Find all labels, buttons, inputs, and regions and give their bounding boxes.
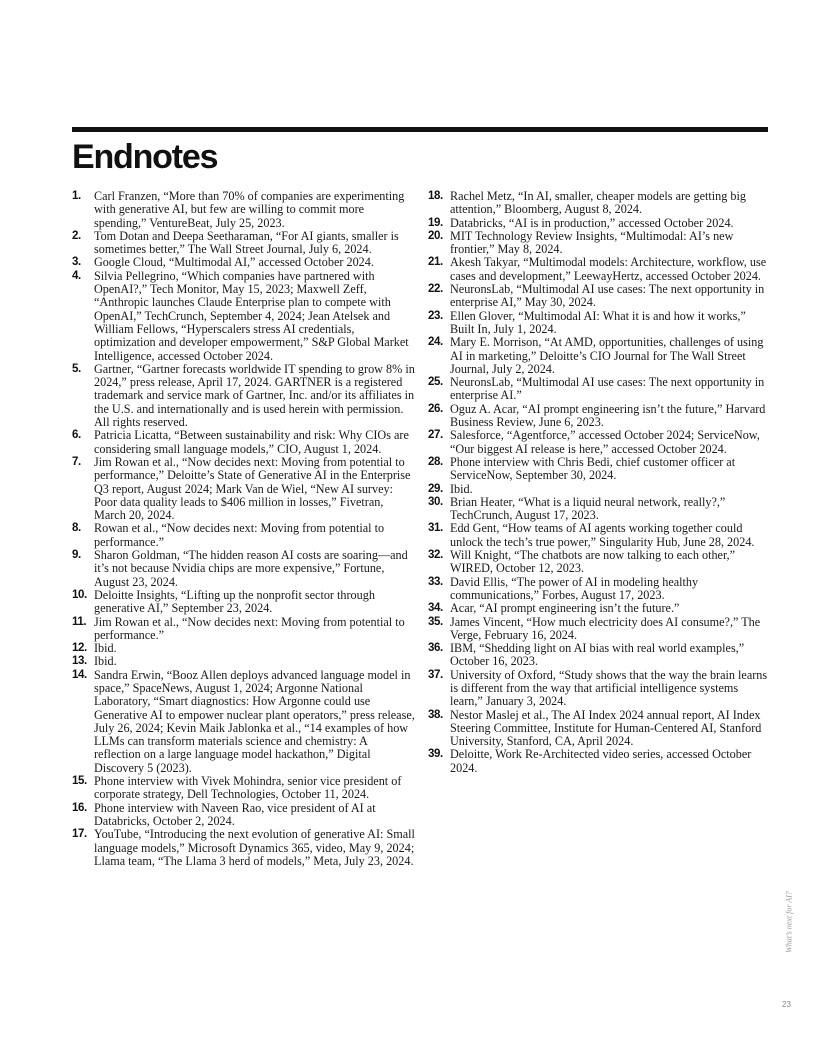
endnote-text: Gartner, “Gartner forecasts worldwide IT spending to grow 8% in 2024,” press release, April 17, 2024. GARTNER is a registered trademark and service mark of Gartner, Inc. and/or its affiliates in the U.S. and internationally and is used herein with permission. All rights reserved. bbox=[94, 361, 415, 430]
endnote-text: Rachel Metz, “In AI, smaller, cheaper models are getting big attention,” Bloomberg, August 8, 2024. bbox=[450, 189, 746, 217]
endnote-number: 23. bbox=[428, 309, 443, 322]
endnote-item bbox=[428, 616, 772, 643]
endnote-text: Mary E. Morrison, “At AMD, opportunities, challenges of using AI in marketing,” Deloitte’s CIO Journal for The Wall Street Journal, July 2, 2024. bbox=[450, 335, 764, 376]
endnote-item bbox=[428, 336, 772, 376]
endnote-number: 17. bbox=[72, 828, 87, 841]
endnote-item bbox=[428, 602, 772, 615]
endnote-number: 16. bbox=[72, 801, 87, 814]
endnote-number: 4. bbox=[72, 269, 81, 282]
endnote-item bbox=[72, 456, 416, 522]
endnote-number: 30. bbox=[428, 495, 443, 508]
endnote-item bbox=[428, 429, 772, 456]
endnote-text: Will Knight, “The chatbots are now talking to each other,” WIRED, October 12, 2023. bbox=[450, 548, 735, 576]
endnote-item bbox=[72, 669, 416, 775]
endnote-number: 9. bbox=[72, 549, 81, 562]
endnote-text: Salesforce, “Agentforce,” accessed October 2024; ServiceNow, “Our biggest AI release is here,” accessed October 2024. bbox=[450, 428, 760, 456]
endnote-number: 2. bbox=[72, 229, 81, 242]
endnote-item bbox=[72, 549, 416, 589]
endnote-text: University of Oxford, “Study shows that the way the brain learns is different from the way that artificial intelligence systems learn,” January 3, 2024. bbox=[450, 667, 768, 709]
endnote-item bbox=[428, 642, 772, 669]
endnotes-column-left bbox=[72, 190, 416, 868]
endnote-item bbox=[428, 190, 772, 217]
endnote-number: 31. bbox=[428, 522, 443, 535]
endnote-number: 3. bbox=[72, 256, 81, 269]
endnote-item bbox=[72, 616, 416, 643]
endnote-text: Jim Rowan et al., “Now decides next: Moving from potential to performance,” Deloitte’s State of Generative AI in the Enterprise Q3 report, August 2024; Mark Van de Wiel, “New AI survey: Poor data quality leads to $406 million in losses,” Fivetran, March 20, 2024. bbox=[94, 454, 411, 523]
endnote-item bbox=[72, 256, 416, 269]
endnote-item bbox=[428, 376, 772, 403]
endnote-number: 37. bbox=[428, 668, 443, 681]
endnote-text: Ibid. bbox=[94, 654, 117, 669]
endnote-text: Brian Heater, “What is a liquid neural network, really?,” TechCrunch, August 17, 2023. bbox=[450, 494, 726, 523]
endnote-number: 11. bbox=[72, 615, 87, 628]
endnote-text: Deloitte Insights, “Lifting up the nonprofit sector through generative AI,” September 23, 2024. bbox=[94, 587, 375, 616]
endnote-item bbox=[72, 655, 416, 668]
endnote-item bbox=[72, 642, 416, 655]
endnote-number: 14. bbox=[72, 668, 87, 681]
endnote-text: Silvia Pellegrino, “Which companies have partnered with OpenAI?,” Tech Monitor, May 15, 2023; Maxwell Zeff, “Anthropic launches Claude Enterprise plan to compete with OpenAI,” TechCrunch, September 4, 2024; Jean Atelsek and William Fellows, “Hyperscalers stress AI credentials, optimization and developer empowerment,” S&P Global Market Intelligence, accessed October 2024. bbox=[94, 268, 409, 363]
endnote-number: 34. bbox=[428, 602, 443, 615]
endnote-text: YouTube, “Introducing the next evolution of generative AI: Small language models,” Microsoft Dynamics 365, video, May 9, 2024; Llama team, “The Llama 3 herd of models,” Meta, July 23, 2024. bbox=[94, 827, 415, 868]
endnote-item bbox=[428, 217, 772, 230]
endnote-item bbox=[428, 310, 772, 337]
header-rule bbox=[72, 127, 768, 132]
endnote-item bbox=[428, 496, 772, 523]
endnote-number: 13. bbox=[72, 655, 87, 668]
endnote-number: 32. bbox=[428, 549, 443, 562]
endnote-text: Edd Gent, “How teams of AI agents working together could unlock the tech’s true power,” Singularity Hub, June 28, 2024. bbox=[450, 521, 755, 549]
endnote-item bbox=[428, 456, 772, 483]
endnote-number: 18. bbox=[428, 190, 443, 202]
endnote-item bbox=[428, 549, 772, 576]
endnote-text: Phone interview with Chris Bedi, chief customer officer at ServiceNow, September 30, 2024. bbox=[450, 454, 736, 483]
endnote-number: 26. bbox=[428, 402, 443, 415]
endnote-item bbox=[72, 828, 416, 868]
endnote-item bbox=[428, 669, 772, 709]
endnote-text: Databricks, “AI is in production,” accessed October 2024. bbox=[450, 215, 734, 230]
endnote-text: Akesh Takyar, “Multimodal models: Architecture, workflow, use cases and development,” LeewayHertz, accessed October 2024. bbox=[450, 255, 767, 283]
endnote-item bbox=[72, 429, 416, 456]
endnote-text: Nestor Maslej et al., The AI Index 2024 annual report, AI Index Steering Committee, Institute for Human-Centered AI, Stanford University, Stanford, CA, April 2024. bbox=[450, 707, 762, 749]
endnote-text: Carl Franzen, “More than 70% of companies are experimenting with generative AI, but few are willing to commit more spending,” VentureBeat, July 25, 2023. bbox=[94, 189, 405, 230]
page-number: 23 bbox=[782, 1000, 791, 1009]
endnote-text: Sandra Erwin, “Booz Allen deploys advanced language model in space,” SpaceNews, August 1, 2024; Argonne National Laboratory, “Smart diagnostics: How Argonne could use Generative AI to empower nuclear plant operators,” press release, July 26, 2024; Kevin Maik Jablonka et al., “14 examples of how LLMs can transform materials science and chemistry: A reflection on a large language model hackathon,” Digital Discovery 5 (2023). bbox=[94, 667, 415, 775]
endnote-number: 29. bbox=[428, 482, 443, 495]
endnote-text: Sharon Goldman, “The hidden reason AI costs are soaring—and it’s not because Nvidia chips are more expensive,” Fortune, August 23, 2024. bbox=[94, 548, 408, 589]
endnote-text: NeuronsLab, “Multimodal AI use cases: The next opportunity in enterprise AI.” bbox=[450, 375, 765, 403]
endnote-number: 7. bbox=[72, 455, 81, 468]
endnote-item bbox=[72, 270, 416, 363]
endnote-number: 19. bbox=[428, 216, 443, 229]
endnote-number: 35. bbox=[428, 615, 443, 628]
page-title: Endnotes bbox=[72, 138, 218, 176]
endnote-item bbox=[72, 522, 416, 549]
endnote-item bbox=[72, 190, 416, 230]
endnote-item bbox=[428, 748, 772, 775]
running-header: What’s next for AI? bbox=[784, 891, 794, 953]
endnote-number: 33. bbox=[428, 575, 443, 588]
endnote-item bbox=[72, 589, 416, 616]
endnote-text: Deloitte, Work Re-Architected video series, accessed October 2024. bbox=[450, 747, 752, 775]
endnote-number: 24. bbox=[428, 336, 443, 349]
endnote-number: 8. bbox=[72, 522, 81, 535]
endnote-number: 38. bbox=[428, 708, 443, 721]
endnote-number: 5. bbox=[72, 362, 81, 375]
endnote-text: Acar, “AI prompt engineering isn’t the future.” bbox=[450, 601, 680, 616]
endnote-item bbox=[72, 802, 416, 829]
endnote-number: 1. bbox=[72, 190, 81, 202]
endnote-text: MIT Technology Review Insights, “Multimodal: AI’s new frontier,” May 8, 2024. bbox=[450, 228, 734, 257]
endnote-text: Ibid. bbox=[450, 481, 473, 496]
endnote-item bbox=[428, 256, 772, 283]
endnote-item bbox=[72, 230, 416, 257]
endnote-item bbox=[428, 576, 772, 603]
endnote-text: Ibid. bbox=[94, 641, 117, 656]
endnote-item bbox=[428, 403, 772, 430]
endnote-text: NeuronsLab, “Multimodal AI use cases: The next opportunity in enterprise AI,” May 30, 2024. bbox=[450, 282, 765, 310]
endnote-text: Ellen Glover, “Multimodal AI: What it is and how it works,” Built In, July 1, 2024. bbox=[450, 308, 746, 336]
endnote-item bbox=[72, 775, 416, 802]
endnotes-column-right bbox=[428, 190, 772, 775]
endnote-text: IBM, “Shedding light on AI bias with real world examples,” October 16, 2023. bbox=[450, 641, 745, 669]
endnote-text: Oguz A. Acar, “AI prompt engineering isn’t the future,” Harvard Business Review, June 6, 2023. bbox=[450, 401, 766, 430]
endnote-number: 22. bbox=[428, 283, 443, 296]
endnote-text: Phone interview with Vivek Mohindra, senior vice president of corporate strategy, Dell Technologies, October 11, 2024. bbox=[94, 774, 402, 802]
endnote-text: Patricia Licatta, “Between sustainability and risk: Why CIOs are considering small language models,” CIO, August 1, 2024. bbox=[94, 428, 409, 456]
endnote-number: 10. bbox=[72, 588, 87, 601]
endnote-item bbox=[428, 283, 772, 310]
endnote-item bbox=[428, 709, 772, 749]
endnote-text: Tom Dotan and Deepa Seetharaman, “For AI giants, smaller is sometimes better,” The Wall Street Journal, July 6, 2024. bbox=[94, 228, 399, 257]
endnote-item bbox=[428, 522, 772, 549]
endnote-text: Jim Rowan et al., “Now decides next: Moving from potential to performance.” bbox=[94, 614, 405, 642]
endnote-number: 15. bbox=[72, 775, 87, 788]
endnote-number: 12. bbox=[72, 642, 87, 655]
endnote-number: 36. bbox=[428, 642, 443, 655]
endnote-text: Phone interview with Naveen Rao, vice president of AI at Databricks, October 2, 2024. bbox=[94, 800, 376, 828]
endnote-number: 39. bbox=[428, 748, 443, 761]
endnote-number: 20. bbox=[428, 229, 443, 242]
endnote-number: 6. bbox=[72, 429, 81, 442]
endnote-number: 28. bbox=[428, 455, 443, 468]
endnote-text: Rowan et al., “Now decides next: Moving from potential to performance.” bbox=[94, 521, 385, 549]
endnote-text: David Ellis, “The power of AI in modeling healthy communications,” Forbes, August 17, 2023. bbox=[450, 574, 699, 602]
endnote-number: 27. bbox=[428, 429, 443, 442]
endnote-text: Google Cloud, “Multimodal AI,” accessed October 2024. bbox=[94, 255, 374, 270]
endnote-item bbox=[428, 230, 772, 257]
endnote-item bbox=[428, 483, 772, 496]
endnote-item bbox=[72, 363, 416, 429]
endnote-text: James Vincent, “How much electricity does AI consume?,” The Verge, February 16, 2024. bbox=[450, 614, 761, 642]
endnote-number: 21. bbox=[428, 256, 443, 269]
endnote-number: 25. bbox=[428, 376, 443, 389]
